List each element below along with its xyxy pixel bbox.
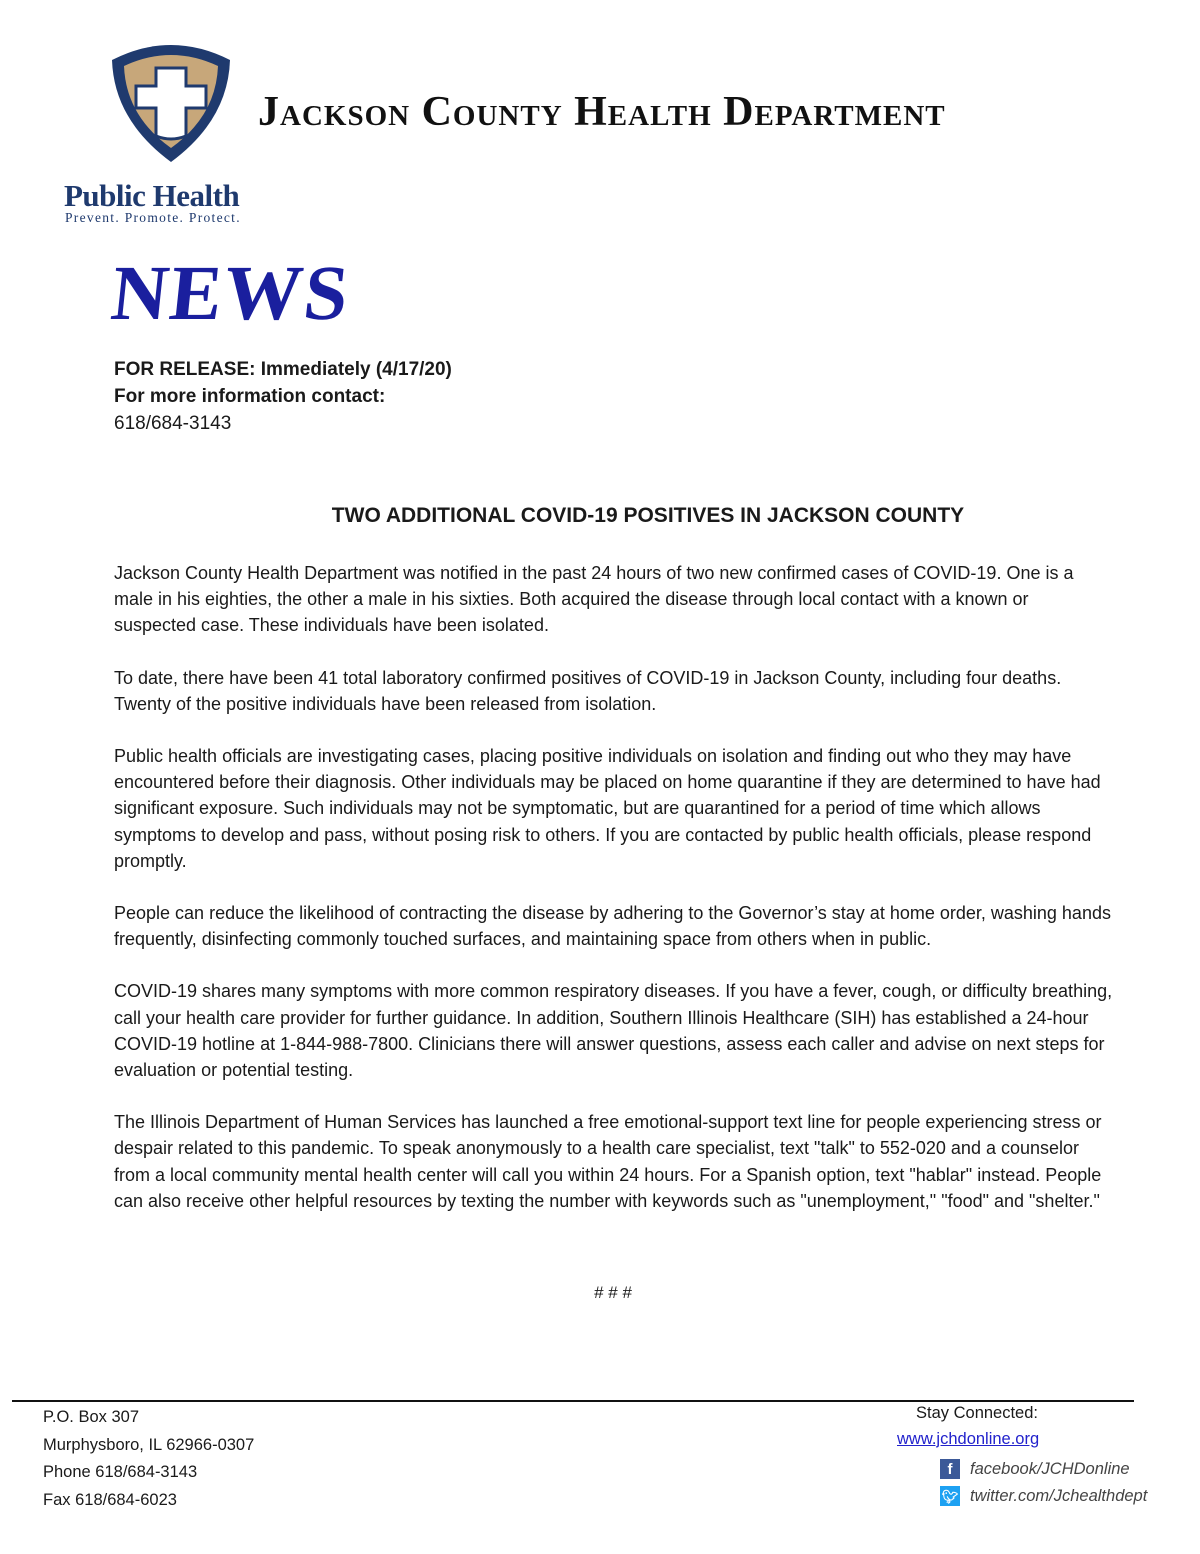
shield-cross-logo-icon <box>104 38 238 166</box>
website-link[interactable]: www.jchdonline.org <box>897 1430 1040 1448</box>
address-line: P.O. Box 307 <box>43 1408 140 1426</box>
twitter-icon: 🐦︎ <box>940 1486 960 1506</box>
stay-connected-label: Stay Connected: <box>916 1404 1038 1422</box>
address-fax: Fax 618/684-6023 <box>43 1490 177 1509</box>
contact-phone: 618/684-3143 <box>114 413 232 434</box>
body-paragraph: Jackson County Health Department was notified in the past 24 hours of two new confirmed cases of COVID-19. One is a male in his eighties, the other a male in his sixties. Both acquired the disease through local contact with a known or suspected case. These individuals have been isolated. <box>114 563 1074 636</box>
facebook-icon: f <box>940 1459 960 1479</box>
body-paragraph: Public health officials are investigating cases, placing positive individuals on isolation and finding out who they may have encountered before their diagnosis. Other individuals may be placed on home quarantine if they are determined to have had significant exposure. Such individuals may not be symptomatic, but are quarantined for a period of time which allows symptoms to develop and pass, without posing risk to others. If you are contacted by public health officials, please respond promptly. <box>114 746 1101 871</box>
facebook-link[interactable] <box>940 1459 1130 1479</box>
news-label: NEWS <box>107 249 355 336</box>
release-date: FOR RELEASE: Immediately (4/17/20) <box>114 359 452 380</box>
press-release-body <box>114 560 1114 1240</box>
footer-address <box>43 1404 254 1514</box>
public-health-wordmark: Public Health <box>64 178 240 213</box>
release-info <box>114 356 452 437</box>
body-paragraph: The Illinois Department of Human Services has launched a free emotional-support text line for people experiencing stress or despair related to this pandemic. To speak anonymously to a health care specialist, text "talk" to 552-020 and a counselor from a local community mental health center will call you within 24 hours. For a Spanish option, text "hablar" instead. People can also receive other helpful resources by texting the number with keywords such as "unemployment," "food" and "shelter." <box>114 1112 1102 1211</box>
public-health-tagline: Prevent. Promote. Protect. <box>65 210 241 225</box>
twitter-handle: twitter.com/Jchealthdept <box>970 1486 1148 1505</box>
organization-title: Jackson County Health Department <box>258 89 946 135</box>
facebook-handle: facebook/JCHDonline <box>970 1459 1130 1478</box>
press-release-headline: TWO ADDITIONAL COVID-19 POSITIVES IN JACKSON COUNTY <box>331 504 965 527</box>
end-mark: # # # <box>594 1283 632 1302</box>
twitter-link[interactable] <box>940 1486 1147 1506</box>
address-line: Murphysboro, IL 62966-0307 <box>43 1435 255 1454</box>
address-phone: Phone 618/684-3143 <box>43 1463 198 1481</box>
footer-divider <box>12 1400 1134 1402</box>
body-paragraph: People can reduce the likelihood of contracting the disease by adhering to the Governor’s stay at home order, washing hands frequently, disinfecting commonly touched surfaces, and maintaining space from others when in public. <box>114 903 1111 950</box>
body-paragraph: To date, there have been 41 total laboratory confirmed positives of COVID-19 in Jackson County, including four deaths. Twenty of the positive individuals have been released from isolation. <box>114 667 1062 714</box>
body-paragraph: COVID-19 shares many symptoms with more common respiratory diseases. If you have a fever, cough, or difficulty breathing, call your health care provider for further guidance. In addition, Southern Illinois Healthcare (SIH) has established a 24-hour COVID-19 hotline at 1-844-988-7800. Clinicians there will answer questions, assess each caller and advise on next steps for evaluation or potential testing. <box>114 981 1113 1081</box>
contact-label: For more information contact: <box>114 386 386 407</box>
